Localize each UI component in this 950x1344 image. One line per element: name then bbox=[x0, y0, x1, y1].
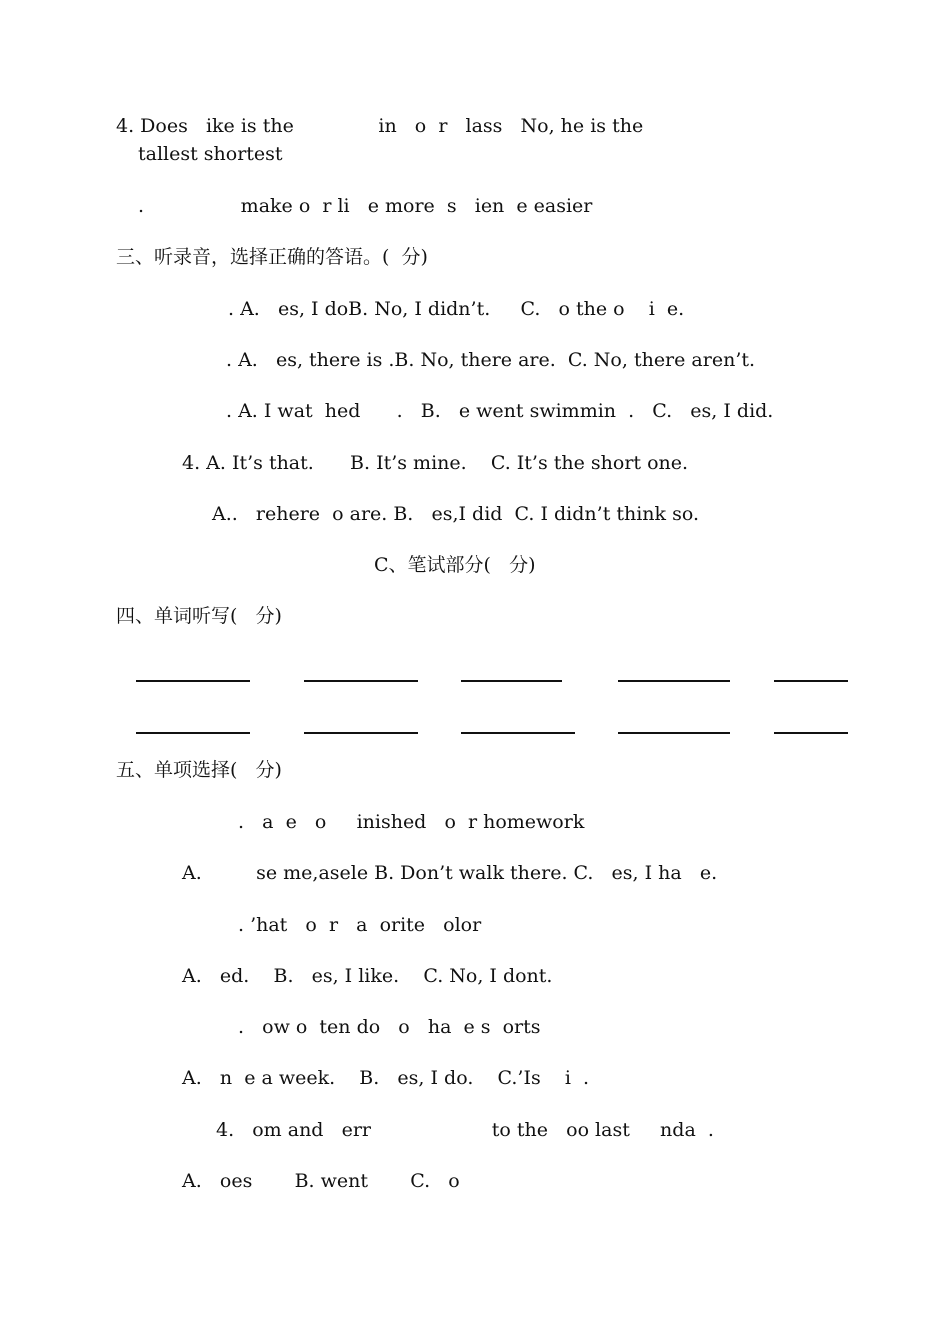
dictation-blank[interactable] bbox=[304, 680, 418, 682]
part-c-heading: C、笔试部分( 分) bbox=[374, 554, 536, 576]
dictation-blank[interactable] bbox=[461, 680, 562, 682]
choice-options-2: A. ed. B. es, I like. C. No, I dont. bbox=[182, 965, 553, 987]
dictation-blank[interactable] bbox=[618, 732, 730, 734]
listening-item-1: . A. es, I doB. No, I didn’t. C. o the o i e. bbox=[228, 298, 685, 320]
section-4-heading: 四、单词听写( 分) bbox=[116, 605, 282, 627]
choice-question-3: . ow o ten do o ha e s orts bbox=[238, 1016, 541, 1038]
choice-options-4: A. oes B. went C. o bbox=[182, 1170, 460, 1192]
choice-question-1: . a e o inished o r homework bbox=[238, 811, 585, 833]
listening-item-5: A.. rehere o are. B. es,I did C. I didn’t think so. bbox=[212, 503, 699, 525]
choice-question-2: . ’hat o r a orite olor bbox=[238, 914, 482, 936]
section-3-heading: 三、听录音，选择正确的答语。( 分) bbox=[116, 246, 428, 268]
listening-item-4: 4. A. It’s that. B. It’s mine. C. It’s the short one. bbox=[182, 452, 689, 474]
listening-item-3: . A. I wat hed . B. e went swimmin . C. es, I did. bbox=[226, 400, 774, 422]
choice-options-1: A. se me,asele B. Don’t walk there. C. es, I ha e. bbox=[182, 862, 718, 884]
choice-options-3: A. n e a week. B. es, I do. C.’Is i . bbox=[182, 1067, 590, 1089]
dictation-blank[interactable] bbox=[618, 680, 730, 682]
dictation-blank[interactable] bbox=[774, 732, 848, 734]
choice-question-4: 4. om and err to the oo last nda . bbox=[216, 1119, 714, 1141]
section-5-heading: 五、单项选择( 分) bbox=[116, 759, 282, 781]
question-4-options: tallest shortest bbox=[138, 143, 283, 165]
dictation-blank[interactable] bbox=[774, 680, 848, 682]
dictation-blank[interactable] bbox=[461, 732, 575, 734]
listening-item-2: . A. es, there is .B. No, there are. C. No, there aren’t. bbox=[226, 349, 756, 371]
dictation-blank[interactable] bbox=[304, 732, 418, 734]
question-5-line: . make o r li e more s ien e easier bbox=[138, 195, 593, 217]
dictation-blank[interactable] bbox=[136, 732, 250, 734]
question-4-line: 4. Does ike is the in o r lass No, he is the bbox=[116, 115, 644, 137]
dictation-blank[interactable] bbox=[136, 680, 250, 682]
